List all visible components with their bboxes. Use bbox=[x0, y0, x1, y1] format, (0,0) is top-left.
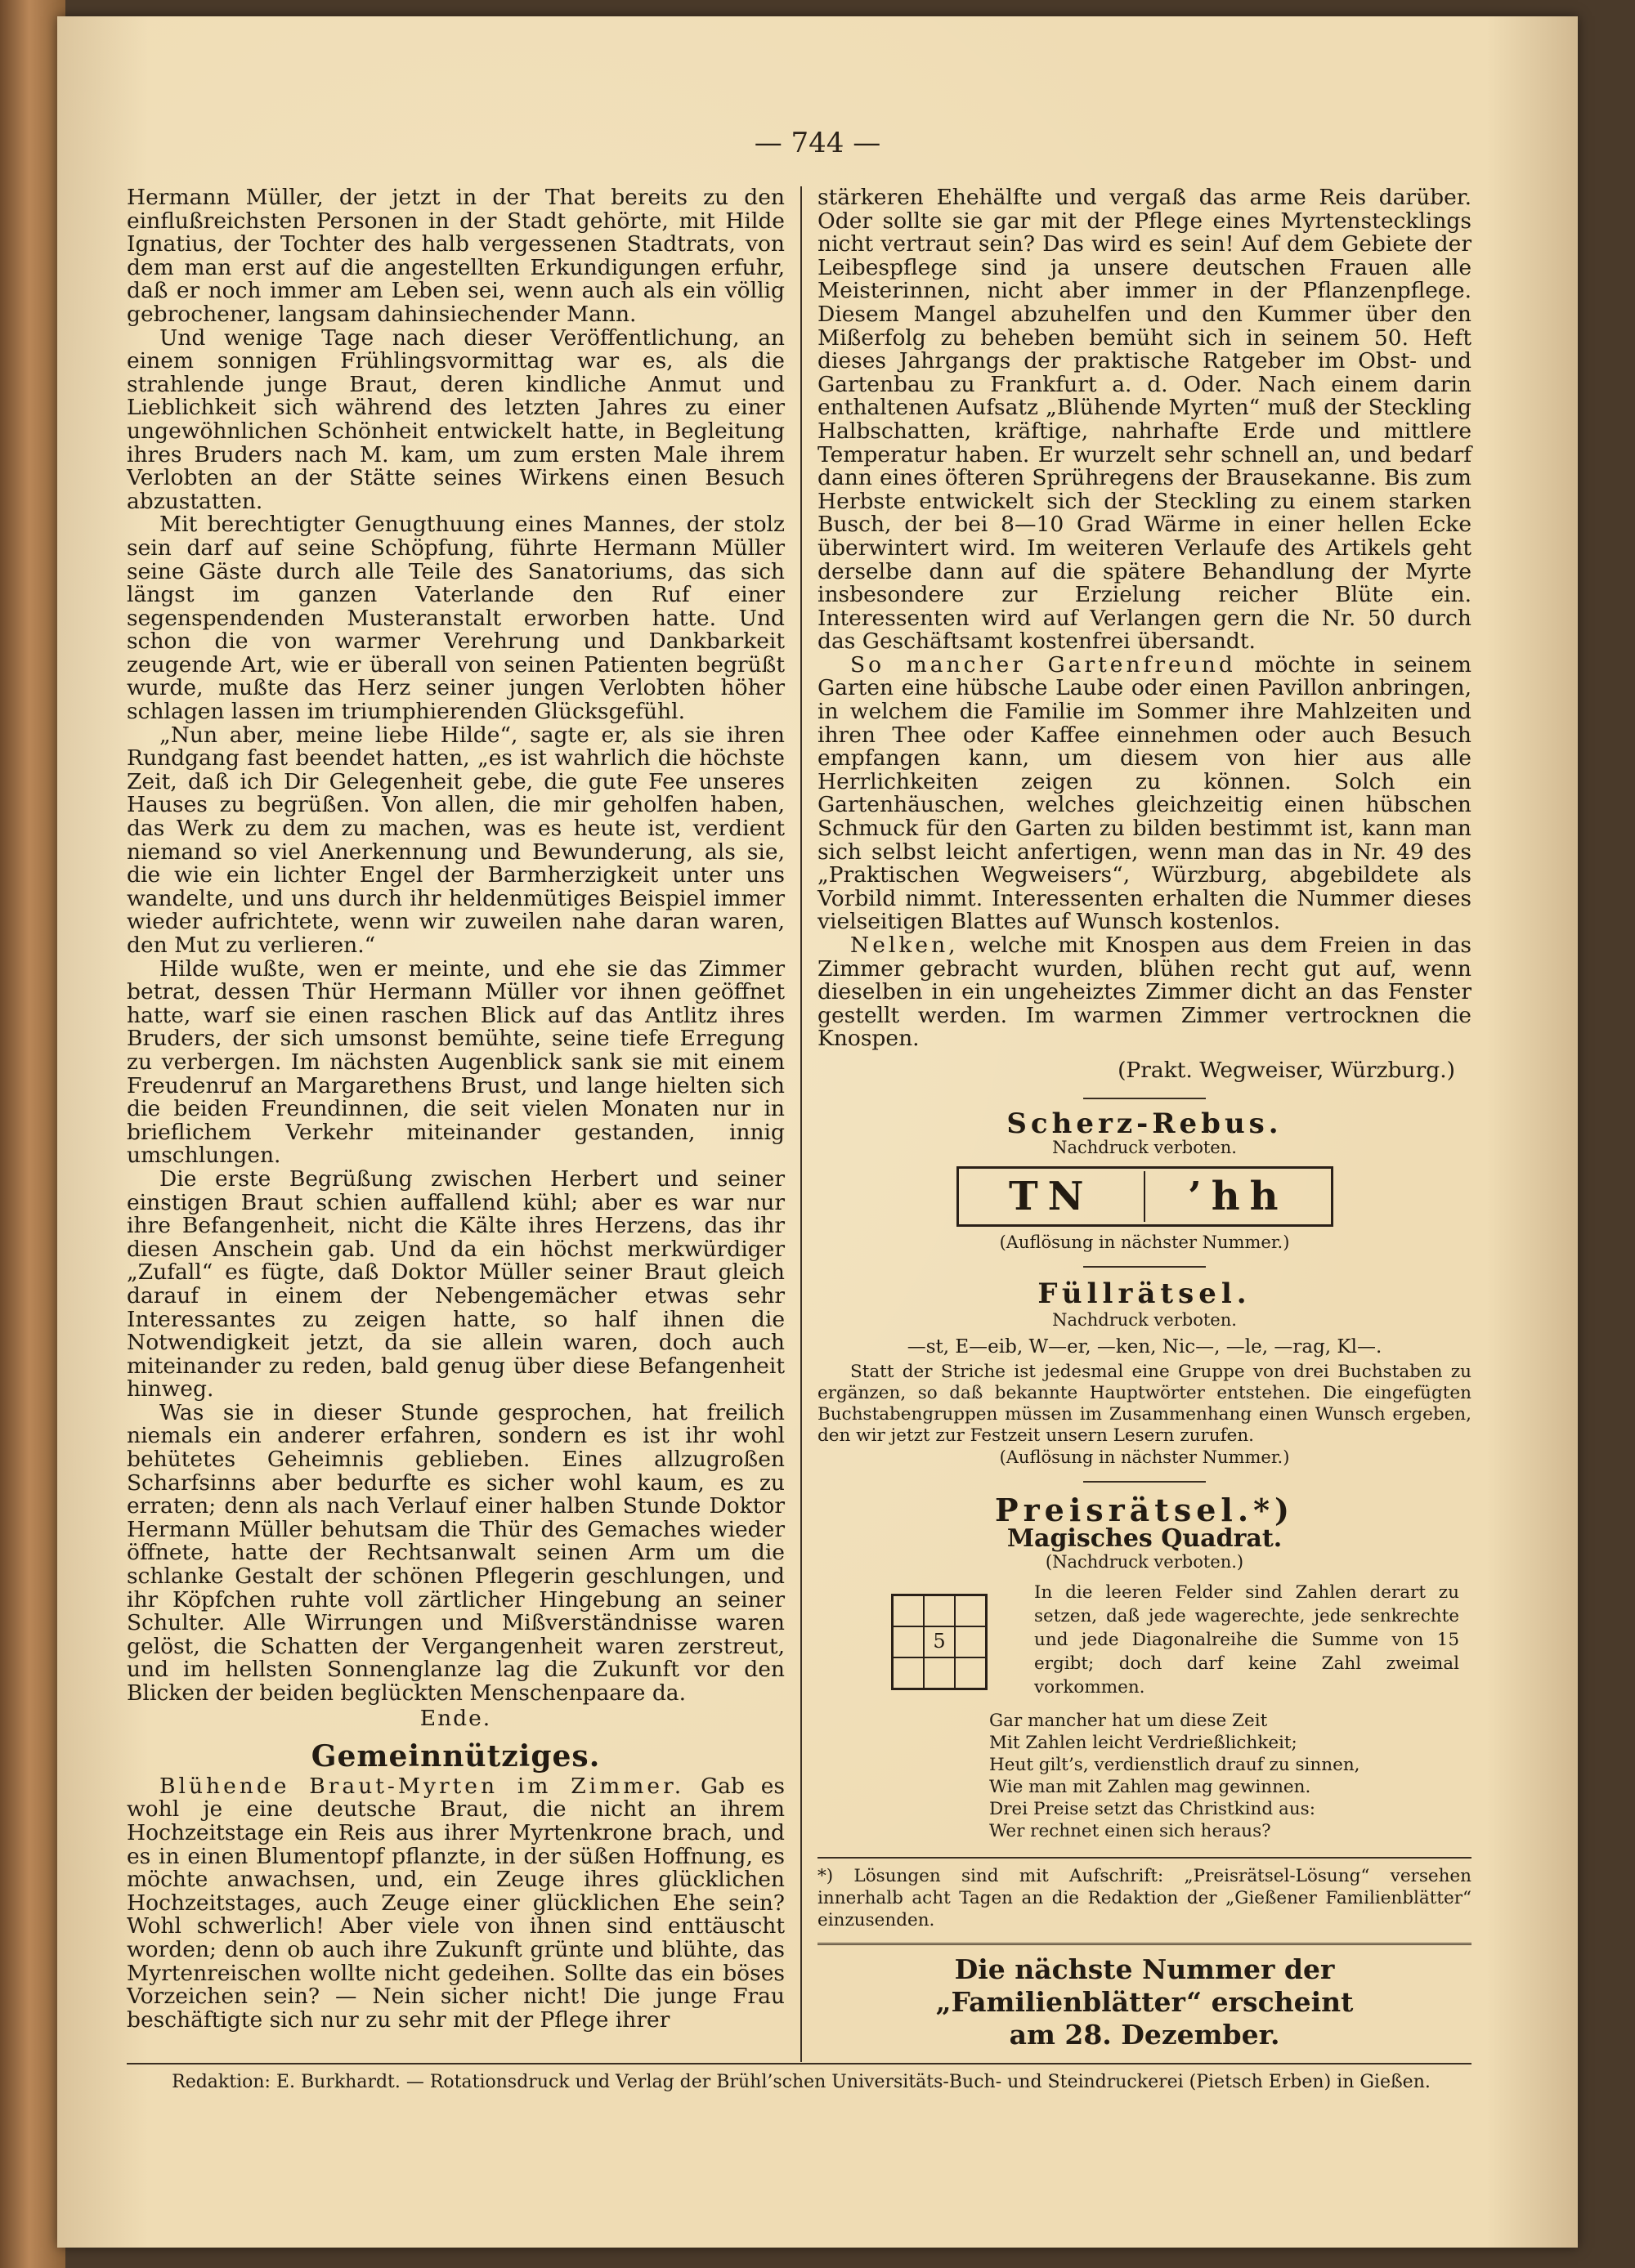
grid-cell-center: 5 bbox=[924, 1626, 955, 1657]
rebus-right: ’hh bbox=[1187, 1173, 1288, 1219]
article-paragraph bbox=[818, 651, 1472, 935]
poem-line: Gar mancher hat um diese Zeit bbox=[989, 1710, 1268, 1731]
source-credit: (Prakt. Wegweiser, Würzburg.) bbox=[1118, 1057, 1455, 1083]
story-paragraph: Was sie in dieser Stunde gesprochen, hat freilich niemals ein anderer erfahren, sondern es ist ihr wohl behütetes Geheimnis geblieben. Eines allzugroßen Scharfsinns aber bedurfte es sicher wohl kaum, es zu erraten; denn als nach Verlauf einer halben Stunde Doktor Hermann Müller behutsam die Thür des Gemaches wieder öffnete, hatte der Rechtsanwalt seinen Arm um die schlanke Gestalt der schönen Pflegerin geschlungen, und ihr Köpfchen ruhte voll zärtlicher Hingebung an seiner Schulter. Alle Wirrungen und Mißverständnisse waren gelöst, die Schatten der Vergangenheit waren zerstreut, und im hellsten Sonnenglanze lag die Zukunft vor den Blicken der beiden beglückten Menschenpaare da. bbox=[127, 1399, 785, 1706]
grid-cell bbox=[924, 1595, 955, 1626]
lead-words: Nelken, bbox=[850, 933, 959, 958]
book-spine bbox=[0, 0, 65, 2268]
separator-rule bbox=[1083, 1481, 1206, 1483]
solution-note: (Auflösung in nächster Nummer.) bbox=[999, 1447, 1290, 1468]
solution-note: (Auflösung in nächster Nummer.) bbox=[999, 1232, 1290, 1253]
story-paragraph: Und wenige Tage nach dieser Veröffentlichung, an einem sonnigen Frühlingsvormittag war es, als die strahlende junge Braut, deren kindliche Anmut und Lieblichkeit sich während des letzten Jahres zu einer ungewöhnlichen Schönheit entwickelt hatte, in Begleitung ihres Bruders nach M. kam, um zum ersten Male ihrem Verlobten an der Stätte seines Wirkens einen Besuch abzustatten. bbox=[127, 324, 785, 514]
story-paragraph: Mit berechtigter Genugthuung eines Mannes, der stolz sein darf auf seine Schöpfung, führte Hermann Müller seine Gäste durch alle Teile des Sanatoriums, das sich längst im ganzen Vaterlande den Ruf einer segenspendenden Musteranstalt erworben hatte. Und schon die von warmer Verehrung und Dankbarkeit zeugende Art, wie er überall von seinen Patienten begrüßt wurde, mußte das Herz seiner jungen Verlobten höher schlagen lassen im triumphierenden Glücksgefühl. bbox=[127, 512, 785, 725]
separator-rule bbox=[1083, 1266, 1206, 1268]
imprint-line: Redaktion: E. Burkhardt. — Rotationsdruck und Verlag der Brühl’schen Universitäts-Buch- und Steindruckerei (Pietsch Erben) in Gießen. bbox=[172, 2072, 1431, 2092]
column-divider bbox=[800, 186, 802, 2062]
grid-cell bbox=[955, 1595, 986, 1626]
separator-rule bbox=[1083, 1098, 1206, 1099]
poem bbox=[989, 1710, 1472, 1842]
grid-cell bbox=[955, 1657, 986, 1689]
fill-puzzle-text: Statt der Striche ist jedesmal eine Gruppe von drei Buchstaben zu ergänzen, so daß bekannte Hauptwörter entstehen. Die eingefügten Buchstabengruppen müssen im Zusammenhang einen Wunsch ergeben, den wir jetzt zur Festzeit unsern Lesern zurufen. bbox=[818, 1362, 1472, 1447]
rebus-box bbox=[956, 1166, 1333, 1227]
footer-rule bbox=[127, 2063, 1472, 2064]
article-text: welche mit Knospen aus dem Freien in das Zimmer gebracht wurden, blühen recht gut auf, wenn dieselben in ein ungeheiztes Zimmer dicht an das Fenster gestellt werden. Im warmen Zimmer vertrocknen die Knospen. bbox=[818, 933, 1472, 1052]
grid-cell bbox=[893, 1657, 924, 1689]
fill-puzzle-items: —st, E—eib, W—er, —ken, Nic—, —le, —rag, Kl—. bbox=[907, 1335, 1382, 1358]
magic-square-title: Magisches Quadrat. bbox=[1006, 1523, 1283, 1553]
poem-line: Heut gilt’s, verdienstlich drauf zu sinnen, bbox=[989, 1754, 1360, 1775]
story-paragraph: Hermann Müller, der jetzt in der That bereits zu den einflußreichsten Personen in der Stadt gehörte, mit Hilde Ignatius, der Tochter des halb vergessenen Stadtrats, von dem man erst auf die angestellten Erkundigungen erfuhr, daß er noch immer am Leben sei, wenn auch als ein völlig gebrochener, langsam dahinsiechender Mann. bbox=[127, 185, 785, 327]
rebus-title: Scherz-Rebus. bbox=[1006, 1107, 1283, 1140]
poem-line: Wer rechnet einen sich heraus? bbox=[989, 1820, 1271, 1841]
article-subhead: Blühende Braut-Myrten im Zimmer. bbox=[159, 1773, 685, 1799]
poem-line: Drei Preise setzt das Christkind aus: bbox=[989, 1798, 1315, 1819]
article-text: Gab es wohl je eine deutsche Braut, die nicht an ihrem Hochzeitstage ein Reis aus ihrer Myrtenkrone brach, und es in einen Blumentopf pflanzte, in der süßen Hoffnung, es möchte anwachsen, und, ein Zeuge ihres glücklichen Hochzeitstages, auch Zeuge einer glücklichen Ehe sein? Wohl schwerlich! Aber viele von ihnen sind enttäuscht worden; denn ob auch ihre Zukunft grünte und blühte, das Myrtenreischen wollte nicht gedeihen. Sollte das ein böses Vorzeichen sein? — Nein sicher nicht! Die junge Frau beschäftigte sich nur zu sehr mit der Pflege ihrer bbox=[127, 1773, 785, 2033]
prize-puzzle-title: Preisrätsel.*) bbox=[995, 1492, 1294, 1529]
reprint-note: Nachdruck verboten. bbox=[1052, 1309, 1237, 1330]
article-paragraph bbox=[818, 934, 1472, 1051]
story-paragraph: „Nun aber, meine liebe Hilde“, sagte er, als sie ihren Rundgang fast beendet hatten, „es ist wahrlich die höchste Zeit, daß ich Dir Gelegenheit gebe, die gute Fee unseres Hauses zu begrüßen. Von allen, die mir geholfen haben, das Werk zu dem zu machen, was es heute ist, verdient niemand so viel Anerkennung und Bewunderung, als sie, die wie ein lichter Engel der Barmherzigkeit unter uns wandelte, und uns durch ihr heldenmütiges Beispiel immer wieder aufrichtete, wenn wir zuweilen nahe daran waren, den Mut zu verlieren.“ bbox=[127, 722, 785, 958]
announcement-line: Die nächste Nummer der „Familienblätter“ erscheint bbox=[935, 1953, 1354, 2018]
left-column bbox=[127, 186, 785, 2032]
reprint-note: Nachdruck verboten. bbox=[1052, 1138, 1237, 1158]
lead-words: So mancher Gartenfreund bbox=[850, 651, 1236, 678]
article-text: möchte in seinem Garten eine hübsche Laube oder einen Pavillon anbringen, in welchem die Familie im Sommer ihre Mahlzeiten und ihren Thee oder Kaffee einnehmen oder auch Besuch empfangen kann, um diesem von hier aus alle Herrlichkeiten zeigen zu können. Solch ein Gartenhäuschen, welches gleichzeitig einen hübschen Schmuck für den Garten zu bilden bestimmt ist, kann man sich selbst leicht anfertigen, wenn man das in Nr. 49 des „Praktischen Wegweisers“, Würzburg, abgebildete als Vorbild nimmt. Interessenten erhalten die Nummer dieses vielseitigen Blattes auf Wunsch kostenlos. bbox=[818, 651, 1472, 935]
grid-cell bbox=[955, 1626, 986, 1657]
article-paragraph: stärkeren Ehehälfte und vergaß das arme Reis darüber. Oder sollte sie gar mit der Pflege eines Myrtenstecklings nicht vertraut sein? Das wird es sein! Auf dem Gebiete der Leibespflege sind ja unsere deutschen Frauen alle Meisterinnen, nicht aber immer in der Pflanzenpflege. Diesem Mangel abzuhelfen und den Kummer über den Mißerfolg zu beheben bemüht sich in seinem 50. Heft dieses Jahrgangs der praktische Ratgeber im Obst- und Gartenbau zu Frankfurt a. d. Oder. Nach einem darin enthaltenen Aufsatz „Blühende Myrten“ muß der Steckling Halbschatten, kräftige, nahrhafte Erde und mittlere Temperatur haben. Er wurzelt sehr schnell an, und bedarf dann eines öfteren Sprühregens der Brausekanne. Bis zum Herbste entwickelt sich der Steckling zu einem starken Busch, der bei 8—10 Grad Wärme in einer hellen Ecke überwintert wird. Im weiteren Verlaufe des Artikels geht derselbe dann auf die spätere Behandlung der Myrte insbesondere zur Erzielung reicher Blüte ein. Interessenten wird auf Verlangen gern die Nr. 50 durch das Geschäftsamt kostenfrei übersandt. bbox=[818, 185, 1472, 655]
footnote: *) Lösungen sind mit Aufschrift: „Preisrätsel-Lösung“ versehen innerhalb acht Tagen an die Redaktion der „Gießener Familienblätter“ einzusenden. bbox=[818, 1857, 1472, 1931]
grid-cell bbox=[924, 1657, 955, 1689]
story-paragraph: Die erste Begrüßung zwischen Herbert und seiner einstigen Braut schien auffallend kühl; aber es war nur ihre Befangenheit, nicht die Kälte ihres Herzens, das ihr diesen Anschein gab. Und da ein höchst merkwürdiger „Zufall“ es fügte, daß Doktor Müller seiner Braut gleich darauf in einem der Nebengemächer etwas sehr Interessantes zu zeigen hatte, so half ihnen die Notwendigkeit jetzt, da sie allein waren, doch auch miteinander zu reden, bald genug über diese Befangenheit hinweg. bbox=[127, 1165, 785, 1402]
section-heading: Gemeinnütziges. bbox=[311, 1739, 601, 1774]
article-paragraph bbox=[127, 1775, 785, 2033]
magic-square-block bbox=[818, 1581, 1472, 1703]
story-end: Ende. bbox=[419, 1705, 492, 1731]
page-number: — 744 — bbox=[754, 127, 881, 159]
right-column bbox=[818, 186, 1472, 2051]
fill-puzzle-title: Füllrätsel. bbox=[1037, 1277, 1252, 1311]
story-paragraph: Hilde wußte, wen er meinte, und ehe sie das Zimmer betrat, dessen Thür Hermann Müller vor ihnen geöffnet hatte, warf sie einen raschen Blick auf das Antlitz ihres Bruders, der sich umsonst bemühte, seine tiefe Erregung zu verbergen. Im nächsten Augenblick sank sie mit einem Freudenruf an Margarethens Brust, und lange hielten sich die beiden Freundinnen, die seit vielen Monaten nur in brieflichem Verkehr miteinander gestanden, innig umschlungen. bbox=[127, 955, 785, 1169]
announcement-date: am 28. Dezember. bbox=[1009, 2018, 1280, 2051]
rebus-left: TN bbox=[1008, 1173, 1094, 1219]
magic-square-grid bbox=[891, 1594, 988, 1690]
poem-line: Mit Zahlen leicht Verdrießlichkeit; bbox=[989, 1732, 1297, 1753]
grid-cell bbox=[893, 1626, 924, 1657]
reprint-note: (Nachdruck verboten.) bbox=[1045, 1551, 1244, 1572]
grid-cell bbox=[893, 1595, 924, 1626]
poem-line: Wie man mit Zahlen mag gewinnen. bbox=[989, 1776, 1311, 1797]
magic-square-instructions: In die leeren Felder sind Zahlen derart zu setzen, daß jede wagerechte, jede senkrechte und jede Diagonalreihe die Summe von 15 ergibt; doch darf keine Zahl zweimal vorkommen. bbox=[1034, 1581, 1459, 1698]
next-issue-announcement bbox=[818, 1943, 1472, 2051]
